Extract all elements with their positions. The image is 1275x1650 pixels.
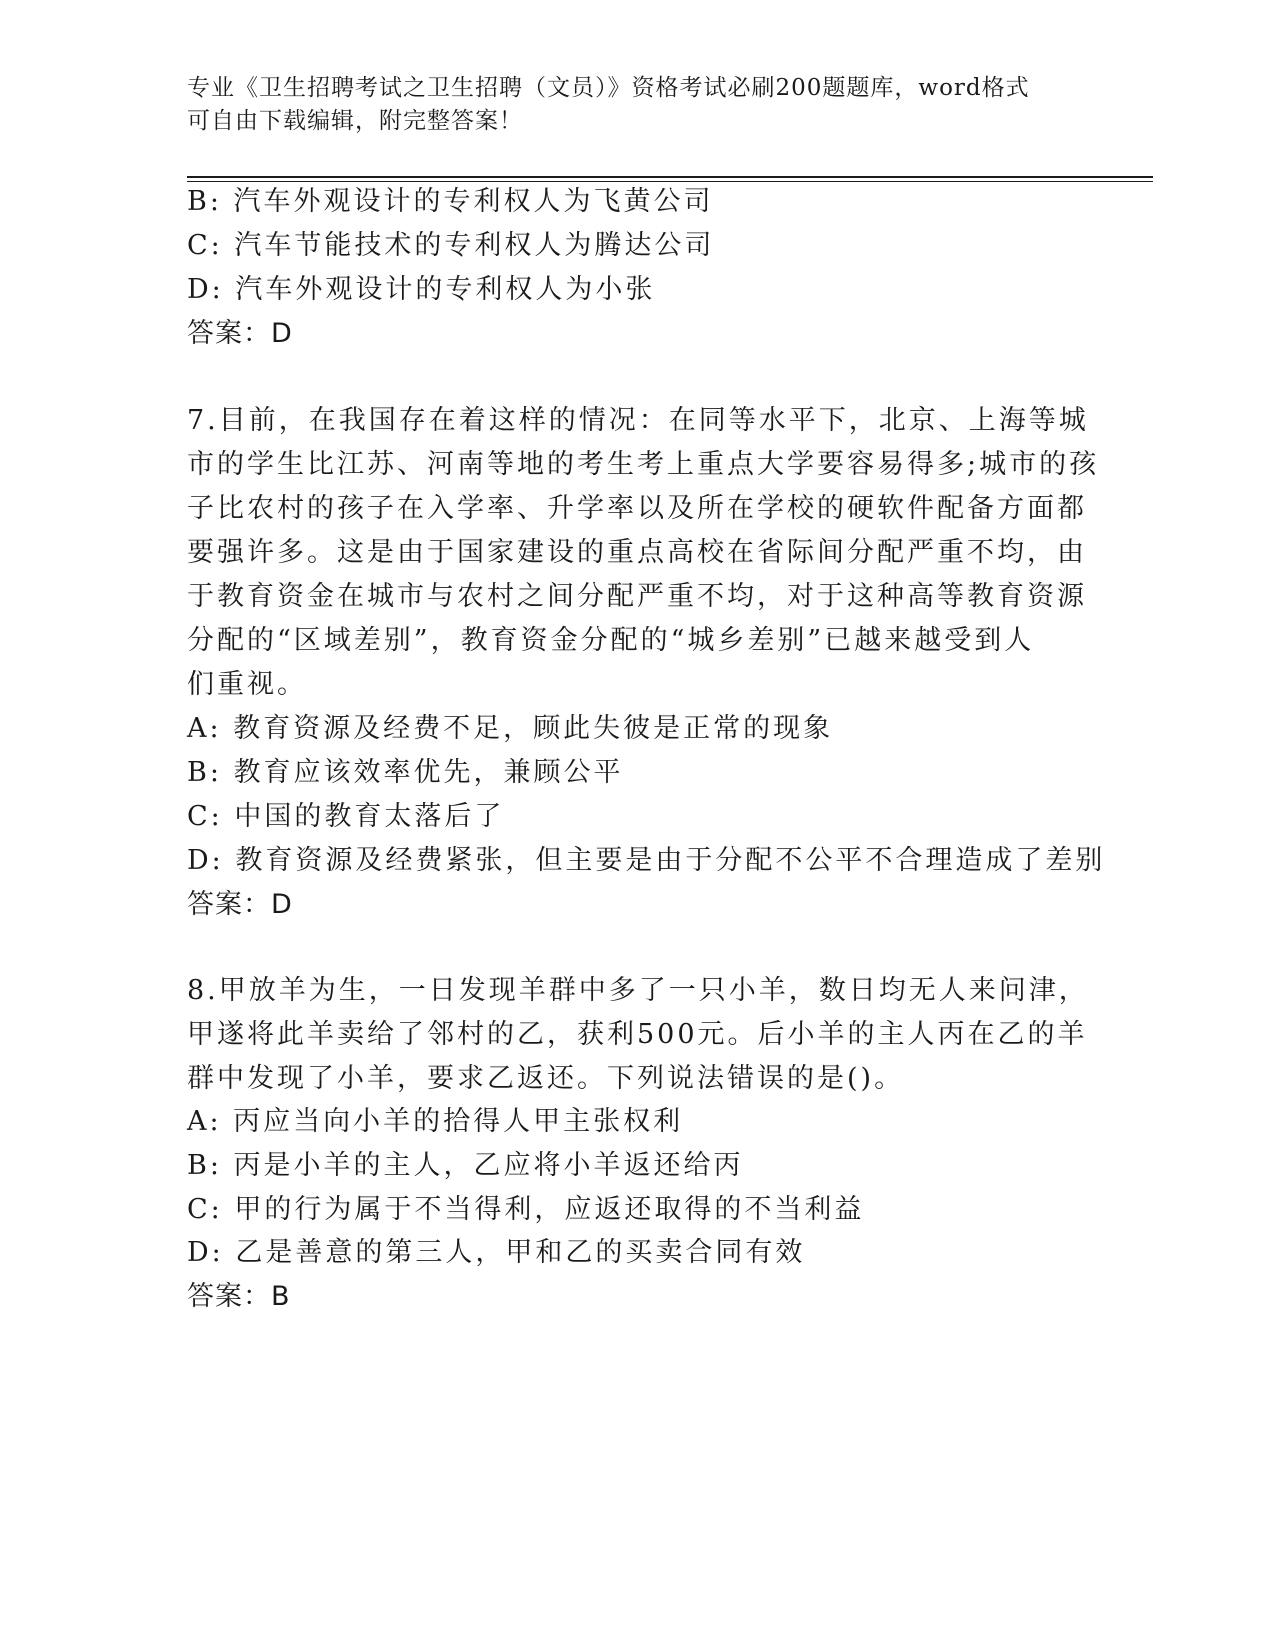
q7-stem-line: 分配的“区域差别”，教育资金分配的“城乡差别”已越来越受到人 — [187, 625, 1035, 656]
q8-option-c: C: 甲的行为属于不当得利，应返还取得的不当利益 — [187, 1194, 865, 1225]
header-title-line-2: 可自由下载编辑，附完整答案！ — [187, 108, 523, 134]
header-divider-bottom — [187, 181, 1153, 182]
q7-option-b: B: 教育应该效率优先，兼顾公平 — [187, 757, 624, 788]
q7-option-d: D: 教育资源及经费紧张，但主要是由于分配不公平不合理造成了差别 — [187, 845, 1106, 876]
q8-stem-line: 群中发现了小羊，要求乙返还。下列说法错误的是()。 — [187, 1063, 905, 1094]
q6-option-c: C: 汽车节能技术的专利权人为腾达公司 — [187, 230, 715, 261]
q8-option-a: A: 丙应当向小羊的拾得人甲主张权利 — [187, 1106, 684, 1137]
q7-stem-line: 市的学生比江苏、河南等地的考生考上重点大学要容易得多;城市的孩 — [187, 449, 1100, 480]
q8-option-b: B: 丙是小羊的主人，乙应将小羊返还给丙 — [187, 1150, 744, 1181]
q7-answer: 答案：D — [187, 889, 293, 920]
q6-answer: 答案：D — [187, 318, 293, 349]
header-divider-top — [187, 176, 1153, 178]
q7-option-a: A: 教育资源及经费不足，顾此失彼是正常的现象 — [187, 713, 834, 744]
q7-stem-line: 7.目前，在我国存在着这样的情况：在同等水平下，北京、上海等城 — [187, 405, 1089, 436]
q7-stem-line: 子比农村的孩子在入学率、升学率以及所在学校的硬软件配备方面都 — [187, 493, 1087, 524]
q8-stem-line: 甲遂将此羊卖给了邻村的乙，获利500元。后小羊的主人丙在乙的羊 — [187, 1019, 1088, 1050]
header-title-line-1: 专业《卫生招聘考试之卫生招聘（文员）》资格考试必刷200题题库，word格式 — [187, 75, 1030, 101]
q7-stem-line: 于教育资金在城市与农村之间分配严重不均，对于这种高等教育资源 — [187, 581, 1087, 612]
q8-option-d: D: 乙是善意的第三人，甲和乙的买卖合同有效 — [187, 1237, 806, 1268]
page-header — [187, 72, 1087, 138]
q6-option-d: D: 汽车外观设计的专利权人为小张 — [187, 274, 656, 305]
q8-stem-line: 8.甲放羊为生，一日发现羊群中多了一只小羊，数日均无人来问津， — [187, 975, 1089, 1006]
q7-option-c: C: 中国的教育太落后了 — [187, 801, 505, 832]
q6-option-b: B: 汽车外观设计的专利权人为飞黄公司 — [187, 186, 714, 217]
q7-stem-line: 要强许多。这是由于国家建设的重点高校在省际间分配严重不均，由 — [187, 537, 1087, 568]
q7-stem-line: 们重视。 — [187, 669, 307, 700]
q8-answer: 答案：B — [187, 1281, 291, 1312]
